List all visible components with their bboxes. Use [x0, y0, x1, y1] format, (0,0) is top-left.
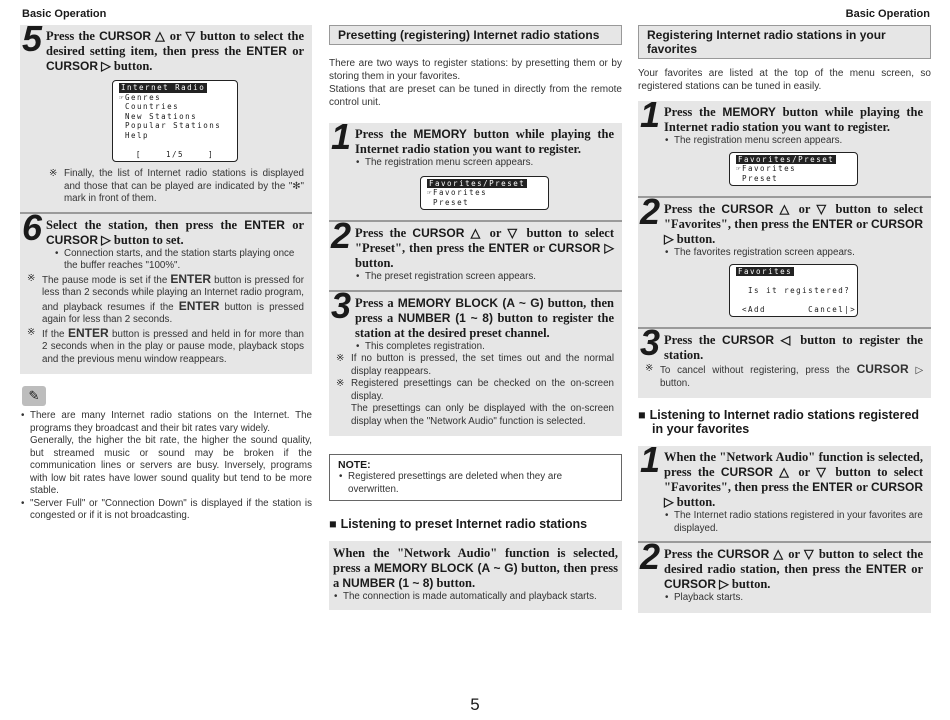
text-run: Registered presettings can be checked on the on-screen display. The presettings can only be displayed with the on-screen display when the "Network Audio" function is selected. [351, 378, 614, 427]
text-run: △ or ▽ button to select "Preset", then press the [355, 226, 614, 255]
text-run: To cancel without registering, press the [660, 365, 857, 376]
text-run: button, then press a [333, 561, 618, 590]
header-left: Basic Operation [22, 8, 107, 20]
screen-line: New Stations [119, 111, 198, 121]
screen-line: Help [119, 130, 150, 140]
text-run: When the "Network Audio" function is selected, press a [333, 546, 618, 575]
step-5-block [20, 18, 312, 374]
button-name: MEMORY [722, 105, 776, 119]
bullet: • Playback starts. [664, 592, 923, 605]
bullet: • This completes registration. [355, 341, 614, 354]
button-name: ENTER [812, 217, 853, 231]
bullet: • The Internet radio stations registered in your favorites are displayed. [664, 510, 923, 535]
button-name: ENTER [178, 298, 220, 313]
step-number: 1 [640, 439, 661, 480]
text-run: △ or ▽ button to select "Favorites", then press the [664, 465, 923, 494]
column-1 [20, 18, 312, 523]
button-name: CURSOR [856, 362, 909, 376]
text-run: or [906, 562, 923, 576]
button-name: CURSOR [870, 217, 923, 231]
button-name: CURSOR [717, 547, 770, 561]
step-instruction [664, 333, 923, 363]
step-number: 5 [22, 18, 43, 59]
note-mark-icon: ※ [336, 378, 345, 389]
screen-line: Countries [119, 102, 180, 111]
button-name: ENTER [865, 562, 907, 576]
step-number: 2 [331, 215, 352, 256]
screen-line: <Add Cancel|> [736, 304, 857, 314]
note [24, 327, 304, 367]
text-run: △ or ▽ button to select the desired setting item, then press the [46, 29, 304, 58]
note [333, 378, 614, 428]
text-run: The pause mode is set if the [42, 274, 171, 286]
button-name: ENTER [246, 44, 287, 58]
button-name: CURSOR [46, 232, 99, 247]
section-title: Registering Internet radio stations in your favorites [638, 25, 931, 59]
screen-line [736, 295, 851, 305]
bullet: • The connection is made automatically and playback starts. [333, 591, 618, 604]
bullet: • The registration menu screen appears. [355, 157, 614, 170]
note [333, 353, 614, 378]
intro: There are two ways to register stations: by presetting them or by storing them in your favorites. Stations that are preset can be tuned in directly from the remote control unit. [329, 58, 622, 108]
note-text [660, 362, 924, 389]
text-run: ▷ button. [355, 241, 614, 270]
text-run: button, then press a [355, 295, 614, 325]
text-run: or [852, 217, 871, 231]
button-name: MEMORY [413, 127, 467, 141]
column-2 [329, 25, 622, 610]
text-run: button while playing the Internet radio station you want to register. [355, 127, 614, 156]
button-name: ENTER [244, 217, 285, 232]
step-instruction [46, 218, 304, 248]
bullet: • The registration menu screen appears. [664, 135, 923, 148]
screen-line: ☞Favorites [427, 188, 488, 197]
text-run: When the "Network Audio" function is selected, press the [664, 450, 923, 479]
osd-screen [420, 176, 549, 211]
notes [24, 273, 304, 367]
text-run: ▷ button. [664, 232, 716, 246]
text-run: Press the [664, 333, 723, 347]
text-run: button to register the station at the desired preset channel. [355, 310, 614, 340]
button-name: NUMBER (1 ~ 8) [342, 576, 434, 590]
text-run: Press the [355, 226, 413, 240]
button-name: CURSOR [664, 577, 717, 591]
screen-line [119, 140, 231, 150]
screen-title: Favorites/Preset [738, 154, 835, 164]
text-run: Press the [355, 127, 414, 141]
button-name: CURSOR [720, 465, 773, 479]
screen-title: Internet Radio [121, 83, 206, 92]
text-run: ▷ button. [716, 577, 771, 591]
text-run: ▷ button. [98, 59, 153, 73]
note-mark-icon: ※ [49, 168, 58, 179]
text-run: Press a [355, 295, 398, 310]
note-mark-icon: ※ [336, 353, 345, 364]
note-text [64, 168, 304, 204]
bullet: • Registered presettings are deleted when they are overwritten. [338, 471, 613, 496]
text-run: Select the station, then press the [46, 217, 245, 232]
text-run: ▷ button. [660, 365, 924, 389]
preset-steps [329, 116, 622, 436]
step-number: 3 [331, 284, 352, 326]
note-text [351, 378, 614, 427]
button-name: ENTER [812, 480, 853, 494]
screen-line: Is it registered? [736, 285, 851, 295]
listen-steps [638, 439, 931, 613]
memo-bullet: • "Server Full" or "Connection Down" is displayed if the station is congested or if it is not broadcasting. [20, 498, 312, 523]
header-right: Basic Operation [845, 8, 930, 20]
button-name: CURSOR [722, 333, 775, 347]
screen-line: Preset [427, 197, 470, 207]
screen-footer: [ 1/5 ] [135, 149, 215, 159]
listen-instruction [333, 546, 618, 591]
bullet: • Connection starts, and the station starts playing once the buffer reaches "100%". [54, 248, 304, 273]
screen-line: Popular Stations [119, 121, 222, 130]
step-instruction [664, 450, 923, 510]
text-run: or [284, 217, 304, 232]
screen-title: Favorites/Preset [429, 178, 526, 188]
text-run: or [529, 241, 549, 255]
text-run: ▷ button. [664, 495, 716, 509]
page-number: 5 [470, 695, 480, 714]
column-3 [638, 25, 931, 613]
button-name: CURSOR [412, 226, 465, 240]
note-box [329, 454, 622, 501]
button-name: ENTER [67, 325, 109, 340]
text-run: If the [42, 328, 68, 340]
notes [333, 353, 614, 428]
text-run: If no button is pressed, the set times out and the normal display reappears. [351, 353, 614, 377]
step-number: 2 [640, 191, 661, 232]
note-text [42, 271, 304, 326]
memo-bullet: • There are many Internet radio stations on the Internet. The programs they broadcast and their bit rates vary widely. Generally, the higher the bit rate, the higher the sound quality, but streamed music or sound may be broken if the communication lines or servers are busy. Inversely, programs with low bit rates have lower sound quality but tend to be more stable. [20, 410, 312, 498]
intro: Your favorites are listed at the top of the menu screen, so registered stations can be tuned in easily. [638, 68, 931, 92]
section-title: Presetting (registering) Internet radio stations [329, 25, 622, 45]
memo-bullets [20, 410, 312, 523]
button-name: NUMBER (1 ~ 8) [397, 310, 493, 325]
text-run: button is pressed and held in for more than 2 seconds when in the play or pause mode, playback stops and the previous menu window reappears. [42, 328, 304, 365]
screen-line [736, 276, 851, 286]
text-run: button is pressed for less than 2 seconds while playing an Internet radio program, and playback resumes if the [42, 274, 304, 313]
screen-title: Favorites [738, 266, 793, 276]
text-run: button while playing the Internet radio station you want to register. [664, 105, 923, 134]
bullet: • The favorites registration screen appears. [664, 247, 923, 260]
button-name: CURSOR [548, 241, 601, 255]
step-number: 1 [331, 116, 352, 157]
screen-line: ☞Favorites [736, 164, 797, 173]
button-name: CURSOR [99, 29, 152, 43]
note-text [42, 325, 304, 365]
step-instruction [664, 547, 923, 592]
listen-heading: ■ Listening to Internet radio stations registered in your favorites [638, 408, 931, 436]
button-name: CURSOR [870, 480, 923, 494]
step-instruction [664, 105, 923, 135]
note [46, 168, 304, 206]
step-number: 6 [22, 206, 43, 248]
button-name: MEMORY BLOCK (A ~ G) [373, 561, 518, 575]
pencil-icon: ✎ [22, 386, 46, 406]
text-run: Press the [664, 105, 723, 119]
text-run: △ or ▽ button to select the desired radio station, then press the [664, 547, 923, 576]
bullet: • The preset registration screen appears. [355, 271, 614, 284]
text-run: ◁ button to register the station. [664, 333, 923, 362]
step-instruction [355, 127, 614, 157]
note-mark-icon: ※ [27, 272, 36, 284]
text-run: button is pressed again for less than 2 seconds. [42, 301, 304, 325]
text-run: Press the [664, 202, 722, 216]
button-name: MEMORY BLOCK (A ~ G) [397, 295, 544, 310]
text-run: Press the [664, 547, 718, 561]
step-instruction [664, 202, 923, 247]
button-name: CURSOR [46, 59, 99, 73]
text-run: Press the [46, 29, 100, 43]
text-run: Finally, the list of Internet radio stations is displayed and those that can be played are indicated by the "✻" mark in front of them. [64, 168, 304, 204]
screen-line: Preset [736, 173, 779, 183]
text-run: button. [433, 576, 476, 590]
step-instruction [355, 296, 614, 341]
text-run: ▷ button to set. [98, 232, 184, 247]
text-run: △ or ▽ button to select "Favorites", then press the [664, 202, 923, 231]
text-run: or [286, 44, 304, 58]
memo-section [20, 386, 312, 523]
favorites-steps [638, 94, 931, 398]
button-name: ENTER [170, 271, 212, 286]
note-mark-icon: ※ [645, 363, 654, 374]
note-mark-icon: ※ [27, 326, 36, 338]
step-instruction [355, 226, 614, 271]
osd-screen [729, 264, 858, 318]
screen-line: ☞Genres [119, 92, 162, 102]
listen-block [329, 541, 622, 610]
step-number: 2 [640, 536, 661, 577]
note [642, 363, 923, 390]
note-text [351, 353, 614, 377]
button-name: CURSOR [721, 202, 774, 216]
osd-screen [729, 152, 858, 187]
button-name: ENTER [488, 241, 530, 255]
text-run: or [852, 480, 871, 494]
step-number: 3 [640, 322, 661, 363]
note-title: NOTE: [338, 459, 371, 471]
step-instruction [46, 29, 304, 74]
note [24, 273, 304, 327]
step-number: 1 [640, 94, 661, 135]
listen-heading: ■ Listening to preset Internet radio stations [329, 517, 622, 531]
osd-screen [112, 80, 238, 162]
